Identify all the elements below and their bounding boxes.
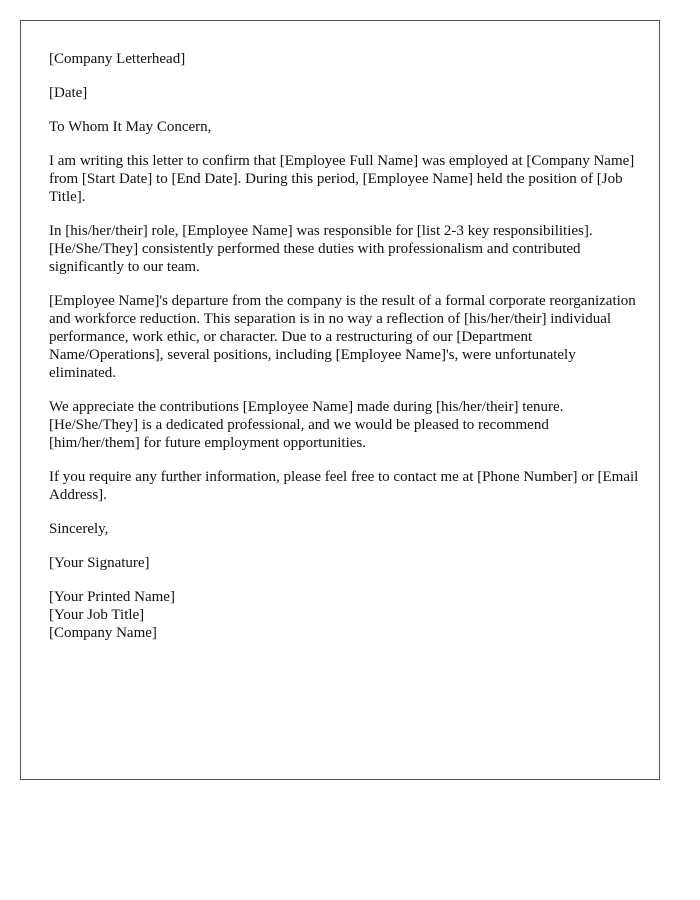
closing: Sincerely, [49, 521, 109, 537]
paragraph-recommendation: We appreciate the contributions [Employee Name] made during [his/her/their] tenure. [He/She/They] is a dedicated professional, and we would be pleased to recommend [him/her/them] for future employment opportunities. [49, 399, 564, 451]
salutation: To Whom It May Concern, [49, 119, 212, 135]
paragraph-departure-reason: [Employee Name]'s departure from the company is the result of a formal corporate reorganization and workforce reduction. This separation is in no way a reflection of [his/her/their] individual performance, work ethic, or character. Due to a restructuring of our [Department Name/Operations], several positions, including [Employee Name]'s, were unfortunately eliminated. [49, 293, 636, 381]
letterhead-placeholder: [Company Letterhead] [49, 51, 186, 67]
company-name: [Company Name] [49, 625, 157, 641]
paragraph-employment-confirmation: I am writing this letter to confirm that [Employee Full Name] was employed at [Company Name] from [Start Date] to [End Date]. During this period, [Employee Name] held the position of [Job Title]. [49, 153, 635, 205]
paragraph-role-responsibilities: In [his/her/their] role, [Employee Name] was responsible for [list 2-3 key responsibilities]. [He/She/They] consistently performed these duties with professionalism and contributed significantly to our team. [49, 223, 593, 275]
date-placeholder: [Date] [49, 85, 88, 101]
signature-placeholder: [Your Signature] [49, 555, 150, 571]
letter-page [20, 20, 660, 780]
job-title: [Your Job Title] [49, 607, 145, 623]
printed-name: [Your Printed Name] [49, 589, 175, 605]
paragraph-contact-info: If you require any further information, please feel free to contact me at [Phone Number] or [Email Address]. [49, 469, 639, 503]
signoff-block [49, 588, 639, 642]
letter-body [49, 50, 639, 642]
